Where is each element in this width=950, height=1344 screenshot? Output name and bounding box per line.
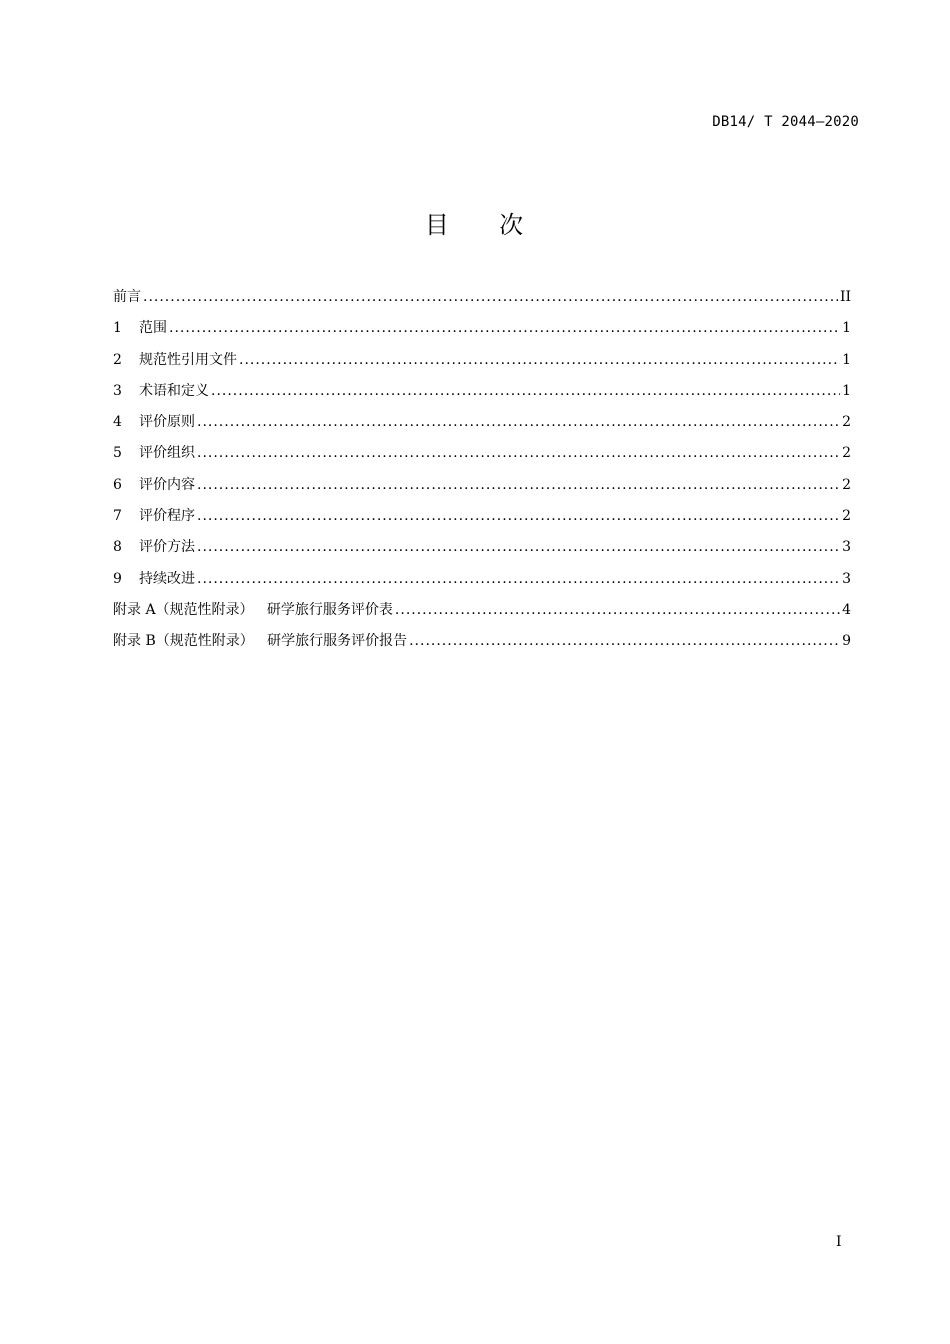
toc-entry-3[interactable] <box>113 376 851 407</box>
toc-entry-number: 6 <box>113 476 122 493</box>
toc-entry-label: 规范性引用文件 <box>139 351 237 368</box>
toc-entry-page: 9 <box>842 633 851 650</box>
toc-entry-label: 评价内容 <box>139 476 195 493</box>
toc-entry-page: 4 <box>842 601 851 618</box>
page-number: I <box>836 1234 842 1250</box>
toc-entry-label: 附录 A（规范性附录） 研学旅行服务评价表 <box>113 601 393 618</box>
toc-entry-page: 2 <box>842 476 851 493</box>
toc-dot-leader <box>395 595 840 626</box>
toc-entry-label: 范围 <box>139 320 167 337</box>
toc-dot-leader <box>409 626 840 657</box>
toc-entry-8[interactable] <box>113 532 851 563</box>
toc-entry-label: 评价方法 <box>139 539 195 556</box>
toc-entry-label: 附录 B（规范性附录） 研学旅行服务评价报告 <box>113 633 408 650</box>
toc-entry-page: 1 <box>842 382 851 399</box>
toc-entry-page: 2 <box>842 414 851 431</box>
toc-dot-leader <box>143 282 838 313</box>
toc-entry-9[interactable] <box>113 564 851 595</box>
toc-dot-leader <box>197 501 840 532</box>
toc-entry-page: 2 <box>842 508 851 525</box>
toc-entry-number: 8 <box>113 539 122 556</box>
toc-dot-leader <box>211 376 840 407</box>
document-code: DB14/ T 2044—2020 <box>712 114 859 130</box>
toc-entry-1[interactable] <box>113 313 851 344</box>
toc-entry-4[interactable] <box>113 407 851 438</box>
toc-entry-6[interactable] <box>113 470 851 501</box>
toc-dot-leader <box>197 438 840 469</box>
toc-entry-page: 1 <box>842 320 851 337</box>
toc-entry-number: 4 <box>113 414 122 431</box>
toc-dot-leader <box>239 345 840 376</box>
toc-entry-appendix-b[interactable] <box>113 626 851 657</box>
toc-entry-number: 5 <box>113 445 122 462</box>
toc-dot-leader <box>169 313 840 344</box>
toc-entry-5[interactable] <box>113 438 851 469</box>
toc-entry-label: 术语和定义 <box>139 382 209 399</box>
toc-dot-leader <box>197 407 840 438</box>
toc-dot-leader <box>197 470 840 501</box>
toc-entry-number: 3 <box>113 382 122 399</box>
toc-title: 目 次 <box>424 211 526 239</box>
toc-entry-2[interactable] <box>113 345 851 376</box>
toc-entry-page: 1 <box>842 351 851 368</box>
table-of-contents <box>113 282 851 658</box>
toc-entry-label: 评价程序 <box>139 508 195 525</box>
toc-entry-page: 3 <box>842 570 851 587</box>
toc-entry-label: 评价组织 <box>139 445 195 462</box>
toc-entry-number: 2 <box>113 351 122 368</box>
toc-entry-number: 7 <box>113 508 122 525</box>
toc-entry-page: 2 <box>842 445 851 462</box>
toc-entry-label: 评价原则 <box>139 414 195 431</box>
toc-entry-preface[interactable] <box>113 282 851 313</box>
toc-entry-label: 前言 <box>113 289 141 305</box>
toc-dot-leader <box>197 532 840 563</box>
toc-entry-appendix-a[interactable] <box>113 595 851 626</box>
toc-entry-label: 持续改进 <box>139 570 195 587</box>
toc-entry-page: 3 <box>842 539 851 556</box>
toc-entry-number: 1 <box>113 320 122 337</box>
toc-entry-page: II <box>839 289 851 305</box>
toc-entry-7[interactable] <box>113 501 851 532</box>
toc-entry-number: 9 <box>113 570 122 587</box>
toc-dot-leader <box>197 564 840 595</box>
